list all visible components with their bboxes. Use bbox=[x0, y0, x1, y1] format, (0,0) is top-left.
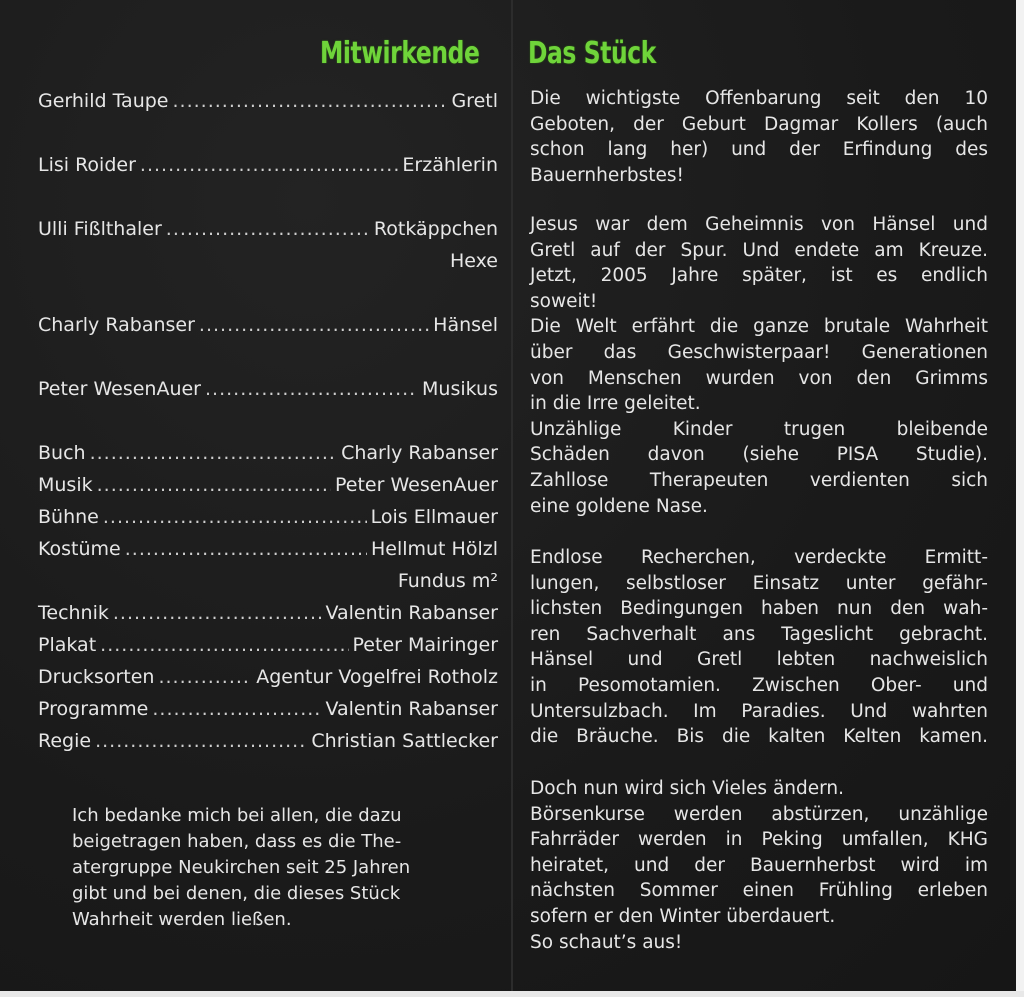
story-line: schon lang her) und der Erfindung des bbox=[530, 139, 988, 161]
crew-function: Kostüme bbox=[38, 538, 121, 560]
story-line: lichsten Bedingungen haben nun den wah- bbox=[530, 598, 988, 620]
story-line: über das Geschwisterpaar! Generationen bbox=[530, 341, 988, 363]
story-line: sofern er den Winter überdauert. bbox=[530, 905, 836, 927]
crew-person: Charly Rabanser bbox=[341, 442, 498, 464]
crew-person: Christian Sattlecker bbox=[311, 730, 498, 752]
cast-role-continued: Hexe bbox=[450, 250, 498, 272]
story-paragraph-2 bbox=[530, 212, 988, 519]
cast-role: Hänsel bbox=[433, 314, 498, 336]
story-line: Die wichtigste Offenbarung seit den 10 bbox=[530, 88, 988, 109]
crew-person: Lois Ellmauer bbox=[370, 506, 498, 528]
heading-mitwirkende: Mitwirkende bbox=[320, 36, 480, 71]
cast-role: Musikus bbox=[422, 378, 498, 400]
crew-person: Hellmut Hölzl bbox=[370, 538, 498, 560]
crew-person: Peter Mairinger bbox=[352, 634, 498, 656]
story-line: Bauernherbstes! bbox=[530, 164, 684, 186]
story-line: nächsten Sommer einen Frühling erleben bbox=[530, 880, 988, 902]
paper-edge-right bbox=[1016, 0, 1024, 997]
crew-function: Drucksorten bbox=[38, 666, 155, 688]
cast-row bbox=[38, 90, 498, 120]
crew-function: Regie bbox=[38, 730, 92, 752]
story-line: Börsenkurse werden abstürzen, unzählige bbox=[530, 803, 988, 825]
thanks-line: beigetragen haben, dass es die The- bbox=[72, 831, 402, 852]
story-line: in Pesomotamien. Zwischen Ober- und bbox=[530, 674, 988, 696]
cast-row bbox=[38, 378, 498, 408]
story-line: So schaut’s aus! bbox=[530, 931, 683, 953]
story-line: Unzählige Kinder trugen bleibende bbox=[530, 418, 988, 440]
thanks-line: gibt und bei denen, die dieses Stück bbox=[72, 883, 401, 904]
cast-row bbox=[38, 154, 498, 184]
cast-role: Rotkäppchen bbox=[373, 218, 498, 240]
story-line: Fahrräder werden in Peking umfallen, KHG bbox=[530, 829, 988, 851]
story-line: Jetzt, 2005 Jahre später, ist es endlich bbox=[530, 265, 988, 287]
cast-name: Peter WesenAuer bbox=[38, 378, 201, 400]
crew-row bbox=[38, 538, 498, 568]
story-line: soweit! bbox=[530, 290, 598, 312]
cast-row bbox=[38, 314, 498, 344]
story-line: Jesus war dem Geheimnis von Hänsel und bbox=[530, 214, 988, 235]
crew-row bbox=[38, 442, 498, 472]
heading-das-stueck: Das Stück bbox=[528, 36, 656, 71]
crew-person-continued: Fundus m² bbox=[397, 570, 498, 592]
crew-row bbox=[38, 474, 498, 504]
crew-function: Technik bbox=[38, 602, 109, 624]
crew-row bbox=[38, 698, 498, 728]
story-line: Gretl auf der Spur. Und endete am Kreuze. bbox=[530, 239, 988, 261]
crew-row bbox=[38, 730, 498, 760]
crew-row bbox=[38, 506, 498, 536]
story-line: Geboten, der Geburt Dagmar Kollers (auch bbox=[530, 113, 988, 135]
cast-row bbox=[38, 218, 498, 248]
crew-function: Musik bbox=[38, 474, 93, 496]
crew-row bbox=[38, 666, 498, 696]
thanks-line: Wahrheit werden ließen. bbox=[72, 909, 292, 930]
crew-function: Bühne bbox=[38, 506, 99, 528]
crew-function: Programme bbox=[38, 698, 149, 720]
story-line: Untersulzbach. Im Paradies. Und wahrten bbox=[530, 700, 988, 722]
thanks-line: atergruppe Neukirchen seit 25 Jahren bbox=[72, 857, 411, 878]
crew-person: Peter WesenAuer bbox=[335, 474, 498, 496]
center-fold bbox=[511, 0, 513, 997]
story-line: ren Sachverhalt ans Tageslicht gebracht. bbox=[530, 623, 988, 645]
thanks-line: Ich bedanke mich bei allen, die dazu bbox=[72, 805, 402, 826]
crew-row bbox=[38, 634, 498, 664]
story-line: Endlose Recherchen, verdeckte Ermitt- bbox=[530, 547, 988, 568]
crew-function: Buch bbox=[38, 442, 86, 464]
cast-name: Gerhild Taupe bbox=[38, 90, 169, 112]
story-line: Zahllose Therapeuten verdienten sich bbox=[530, 469, 988, 491]
crew-function: Plakat bbox=[38, 634, 97, 656]
crew-row bbox=[38, 602, 498, 632]
cast-name: Charly Rabanser bbox=[38, 314, 195, 336]
story-paragraph-3 bbox=[530, 545, 988, 750]
story-line: Schäden davon (siehe PISA Studie). bbox=[530, 444, 988, 466]
story-line: Die Welt erfährt die ganze brutale Wahrheit bbox=[530, 316, 988, 338]
paper-edge-bottom bbox=[0, 991, 1024, 997]
story-line: die Bräuche. Bis die kalten Kelten kamen. bbox=[530, 726, 988, 748]
story-paragraph-4 bbox=[530, 776, 988, 955]
story-line: von Menschen wurden von den Grimms bbox=[530, 367, 988, 389]
crew-person: Valentin Rabanser bbox=[325, 698, 498, 720]
story-line: Hänsel und Gretl lebten nachweislich bbox=[530, 649, 988, 671]
story-line: heiratet, und der Bauernherbst wird im bbox=[530, 854, 988, 876]
story-line: eine goldene Nase. bbox=[530, 495, 708, 517]
thanks-note bbox=[72, 803, 482, 933]
cast-role: Gretl bbox=[451, 90, 498, 112]
cast-name: Ulli Fißlthaler bbox=[38, 218, 162, 240]
cast-role: Erzählerin bbox=[402, 154, 498, 176]
story-paragraph-1 bbox=[530, 86, 988, 188]
cast-name: Lisi Roider bbox=[38, 154, 136, 176]
crew-person: Valentin Rabanser bbox=[325, 602, 498, 624]
story-line: lungen, selbstloser Einsatz unter gefähr- bbox=[530, 572, 988, 594]
story-line: in die Irre geleitet. bbox=[530, 393, 701, 415]
story-line: Doch nun wird sich Vieles ändern. bbox=[530, 778, 845, 799]
crew-person: Agentur Vogelfrei Rotholz bbox=[256, 666, 498, 688]
